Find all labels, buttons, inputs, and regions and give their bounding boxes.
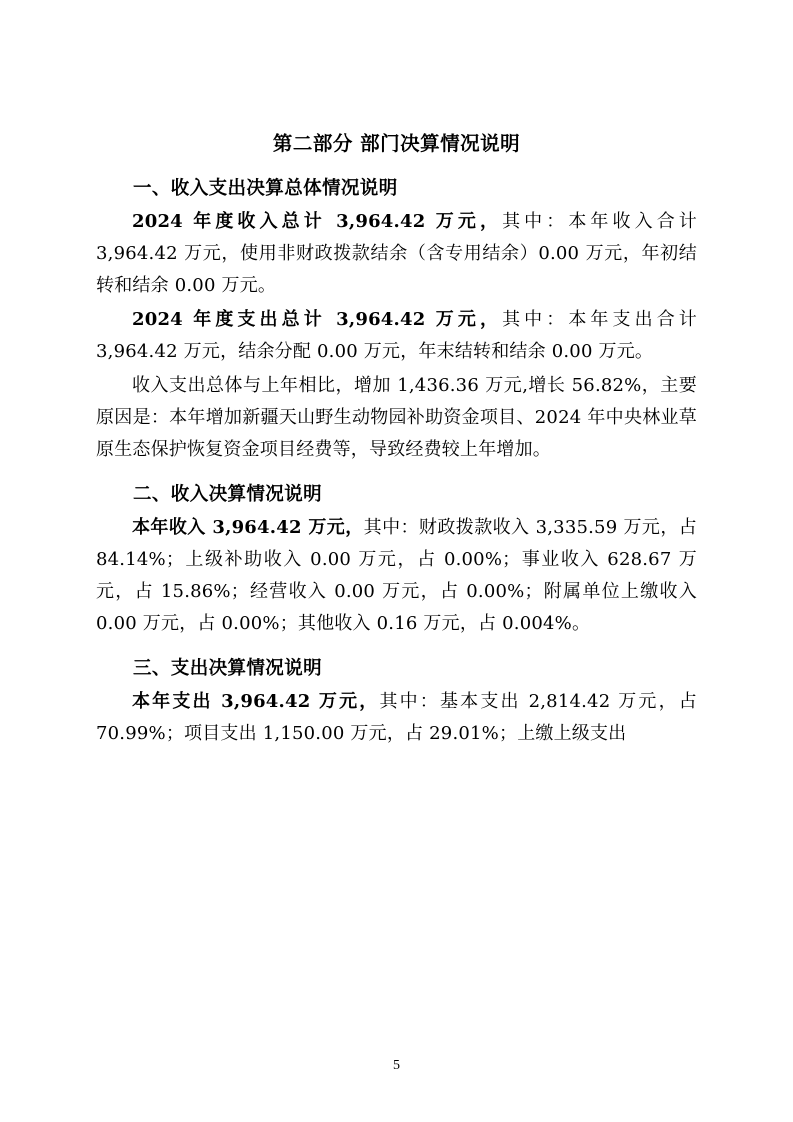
paragraph-lead: 2024 年度支出总计 3,964.42 万元， [132,309,503,331]
section-heading-1: 一、收入支出决算总体情况说明 [133,178,398,199]
paragraph-1-3 [96,370,697,466]
paragraph-body: 其中：本年收入合计 3,964.42 万元，使用非财政拨款结余（含专用结余）0.00 万元，年初结转和结余 0.00 万元。 [96,211,697,297]
paragraph-1-1 [96,206,697,302]
paragraph-1-2 [96,304,697,368]
paragraph-2-1 [96,512,697,640]
paragraph-3-1 [96,686,697,750]
section-heading-3: 三、支出决算情况说明 [133,658,323,680]
paragraph-body: 其中：财政拨款收入 3,335.59 万元，占 84.14%；上级补助收入 0.00 万元，占 0.00%；事业收入 628.67 万元，占 15.86%；经营收入 0.00 万元，占 0.00%；附属单位上缴收入 0.00 万元，占 0.00%；其他收入 0.16 万元，占 0.004%。 [96,517,697,635]
section-heading-2: 二、收入决算情况说明 [133,484,323,506]
paragraph-lead: 本年支出 3,964.42 万元， [132,691,380,713]
page-title: 第二部分 部门决算情况说明 [272,132,521,155]
paragraph-body: 收入支出总体与上年相比，增加 1,436.36 万元,增长 56.82%，主要原因是：本年增加新疆天山野生动物园补助资金项目、2024 年中央林业草原生态保护恢复资金项目经费等，导致经费较上年增加。 [96,375,697,461]
paragraph-body: 其中：基本支出 2,814.42 万元，占 70.99%；项目支出 1,150.00 万元，占 29.01%；上缴上级支出 [96,691,697,745]
paragraph-body: 其中：本年支出合计 3,964.42 万元，结余分配 0.00 万元，年末结转和结余 0.00 万元。 [96,309,697,363]
paragraph-lead: 本年收入 3,964.42 万元， [132,517,364,539]
page-number: 5 [393,1058,400,1073]
paragraph-lead: 2024 年度收入总计 3,964.42 万元， [132,211,503,232]
